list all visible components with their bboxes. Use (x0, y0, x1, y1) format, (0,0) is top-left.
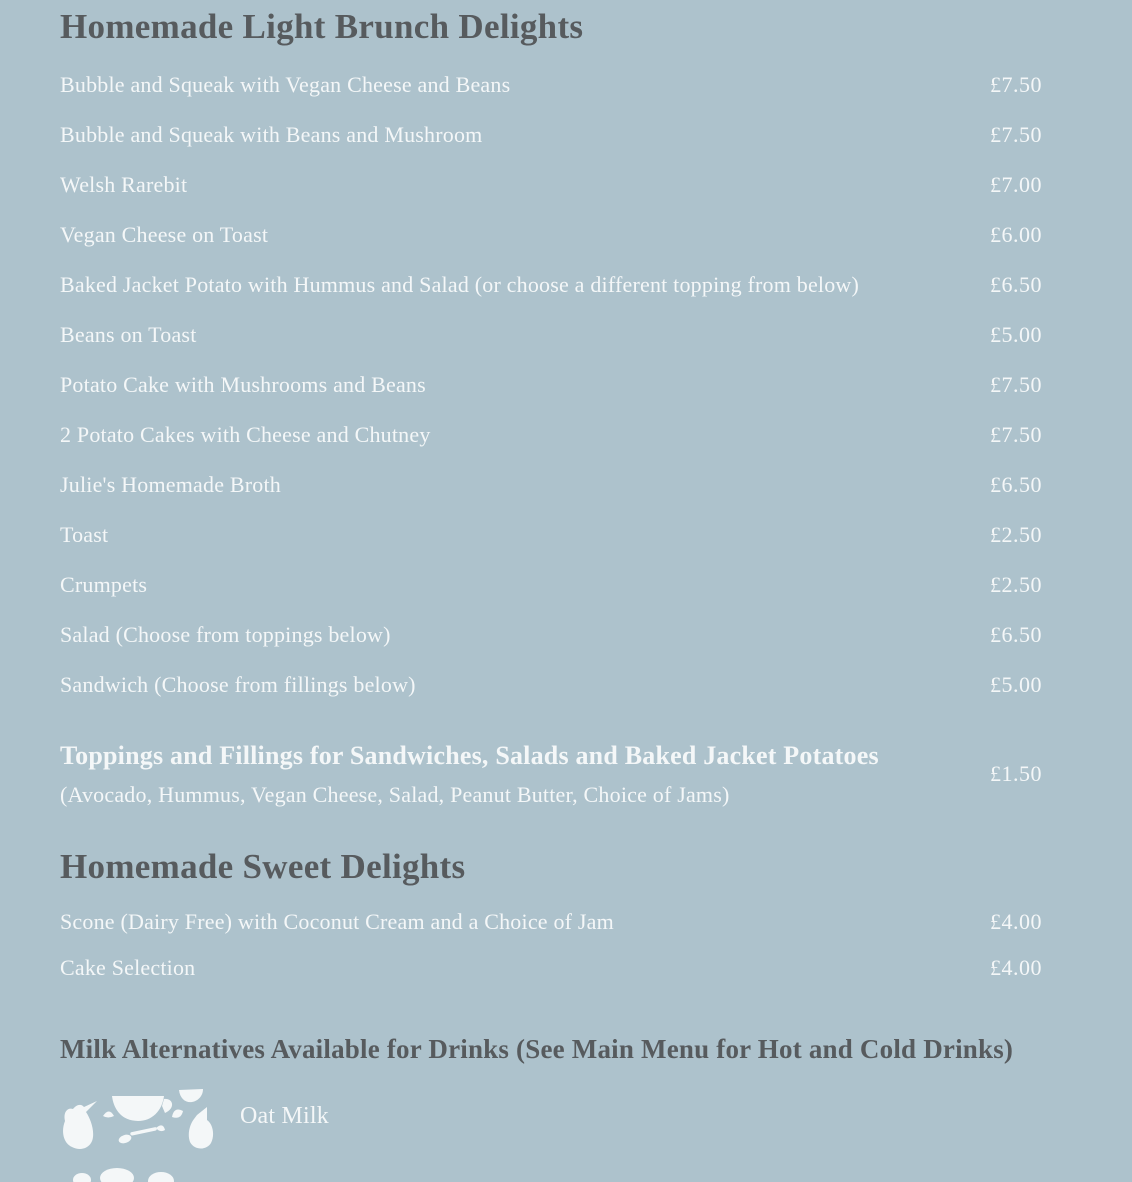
menu-item-name: Crumpets (60, 572, 148, 597)
menu-item-name: Bubble and Squeak with Vegan Cheese and Beans (60, 72, 511, 97)
menu-item-price: £4.00 (990, 955, 1042, 980)
menu-item-name: Potato Cake with Mushrooms and Beans (60, 372, 426, 397)
milk-alternatives-title: Milk Alternatives Available for Drinks (See Main Menu for Hot and Cold Drinks) (60, 1034, 1014, 1064)
menu-item-row (60, 610, 1132, 660)
toppings-price: £1.50 (990, 761, 1042, 786)
sweet-items-list (60, 899, 1132, 991)
sweet-section-title: Homemade Sweet Delights (60, 847, 466, 886)
menu-item-price: £2.50 (990, 572, 1042, 597)
menu-item-price: £5.00 (990, 672, 1042, 697)
menu-item-name: Scone (Dairy Free) with Coconut Cream and a Choice of Jam (60, 909, 614, 934)
brunch-section-title: Homemade Light Brunch Delights (60, 7, 584, 46)
menu-item-price: £7.50 (990, 422, 1042, 447)
menu-item-price: £7.00 (990, 172, 1042, 197)
menu-item-price: £6.50 (990, 622, 1042, 647)
toppings-subtitle: (Avocado, Hummus, Vegan Cheese, Salad, Peanut Butter, Choice of Jams) (60, 782, 730, 807)
menu-item-row (60, 160, 1132, 210)
menu-item-name: Bubble and Squeak with Beans and Mushroom (60, 122, 483, 147)
menu-item-price: £2.50 (990, 522, 1042, 547)
menu-item-row (60, 560, 1132, 610)
menu-item-name: Welsh Rarebit (60, 172, 188, 197)
menu-item-row (60, 60, 1132, 110)
toppings-section (60, 740, 1132, 808)
brunch-items-list (60, 60, 1132, 710)
milk-alternative-item (60, 1086, 1132, 1182)
menu-item-row (60, 310, 1132, 360)
menu-item-name: Julie's Homemade Broth (60, 472, 281, 497)
milk-alternative-label: Oat Milk (240, 1103, 329, 1129)
menu-item-row (60, 110, 1132, 160)
menu-item-price: £5.00 (990, 322, 1042, 347)
menu-item-name: Sandwich (Choose from fillings below) (60, 672, 416, 697)
tea-set-icon (60, 1086, 216, 1182)
menu-item-name: Cake Selection (60, 955, 196, 980)
menu-item-price: £6.50 (990, 272, 1042, 297)
menu-item-price: £6.00 (990, 222, 1042, 247)
menu-item-name: Salad (Choose from toppings below) (60, 622, 391, 647)
menu-item-name: Beans on Toast (60, 322, 197, 347)
menu-item-row (60, 260, 1132, 310)
menu-item-row (60, 945, 1132, 991)
menu-item-name: Baked Jacket Potato with Hummus and Salad (or choose a different topping from below) (60, 272, 860, 297)
menu-item-price: £7.50 (990, 122, 1042, 147)
menu-item-row (60, 660, 1132, 710)
menu-item-price: £6.50 (990, 472, 1042, 497)
toppings-title: Toppings and Fillings for Sandwiches, Salads and Baked Jacket Potatoes (60, 741, 879, 770)
menu-item-price: £4.00 (990, 909, 1042, 934)
menu-item-row (60, 510, 1132, 560)
menu-item-price: £7.50 (990, 72, 1042, 97)
menu-item-row (60, 460, 1132, 510)
menu-item-row (60, 410, 1132, 460)
menu-item-name: 2 Potato Cakes with Cheese and Chutney (60, 422, 431, 447)
menu-item-name: Vegan Cheese on Toast (60, 222, 269, 247)
menu-item-row (60, 210, 1132, 260)
menu-item-price: £7.50 (990, 372, 1042, 397)
toppings-text (60, 740, 990, 808)
menu-item-row (60, 899, 1132, 945)
menu-item-row (60, 360, 1132, 410)
menu-item-name: Toast (60, 522, 109, 547)
